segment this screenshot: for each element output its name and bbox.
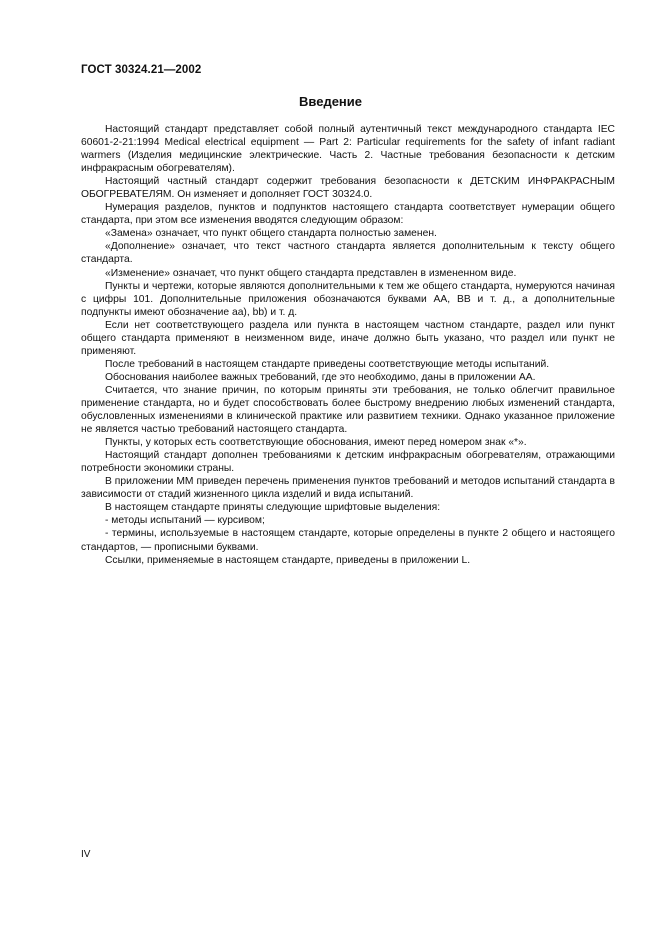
paragraph: Считается, что знание причин, по которым приняты эти требования, не только облегчит правильное применение стандарта, но и будет способствовать более быстрому внедрению любых изменений стандарта, обусловленных изменениями в клинической практике или развитием техники. Однако указанное приложение не является частью требований настоящего стандарта.	[81, 384, 615, 436]
paragraph: В приложении ММ приведен перечень применения пунктов требований и методов испытаний стандарта в зависимости от стадий жизненного цикла изделий и вида испытаний.	[81, 476, 615, 501]
paragraph: «Изменение» означает, что пункт общего стандарта представлен в измененном виде.	[105, 267, 517, 279]
paragraph: «Дополнение» означает, что текст частного стандарта является дополнительным к тексту общего стандарта.	[81, 241, 615, 266]
paragraph: «Замена» означает, что пункт общего стандарта полностью заменен.	[105, 228, 437, 240]
page-number: IV	[81, 849, 91, 860]
paragraph: Обоснования наиболее важных требований, где это необходимо, даны в приложении АА.	[105, 371, 536, 383]
paragraph: Настоящий стандарт представляет собой полный аутентичный текст международного стандарта IEC 60601-2-21:1994 Medical electrical equipment — Part 2: Particular requirements for the safety of infant radiant warmers (Изделия медицинские электрические. Часть 2. Частные требования безопасности к детским инфракрасным обогревателям).	[81, 124, 615, 175]
paragraph: Настоящий частный стандарт содержит требования безопасности к ДЕТСКИМ ИНФРАКРАСНЫМ ОБОГРЕВАТЕЛЯМ. Он изменяет и дополняет ГОСТ 30324.0.	[81, 176, 615, 201]
section-title: Введение	[299, 94, 362, 109]
paragraph: Если нет соответствующего раздела или пункта в настоящем частном стандарте, раздел или пункт общего стандарта применяют в неизменном виде, иначе должно быть указано, что раздел или пункт не применяют.	[81, 319, 615, 357]
paragraph: Нумерация разделов, пунктов и подпунктов настоящего стандарта соответствует нумерации общего стандарта, при этом все изменения вводятся следующим образом:	[81, 202, 615, 227]
list-item: - методы испытаний — курсивом;	[105, 515, 265, 527]
running-header: ГОСТ 30324.21—2002	[81, 64, 202, 76]
paragraph: После требований в настоящем стандарте приведены соответствующие методы испытаний.	[105, 358, 550, 370]
paragraph: В настоящем стандарте приняты следующие шрифтовые выделения:	[105, 502, 441, 514]
paragraph: Настоящий стандарт дополнен требованиями к детским инфракрасным обогревателям, отражающими потребности экономики страны.	[81, 450, 615, 475]
paragraph: Ссылки, применяемые в настоящем стандарте, приведены в приложении L.	[105, 554, 471, 566]
paragraph: Пункты, у которых есть соответствующие обоснования, имеют перед номером знак «*».	[105, 437, 527, 449]
list-item: - термины, используемые в настоящем стандарте, которые определены в пункте 2 общего и настоящего стандартов, — прописными буквами.	[81, 528, 615, 553]
introduction-body	[81, 123, 615, 567]
paragraph: Пункты и чертежи, которые являются дополнительными к тем же общего стандарта, нумеруются начиная с цифры 101. Дополнительные приложения обозначаются буквами АА, ВВ и т. д., а дополнительные подпункты имеют обозначение аа), bb) и т. д.	[81, 280, 615, 318]
